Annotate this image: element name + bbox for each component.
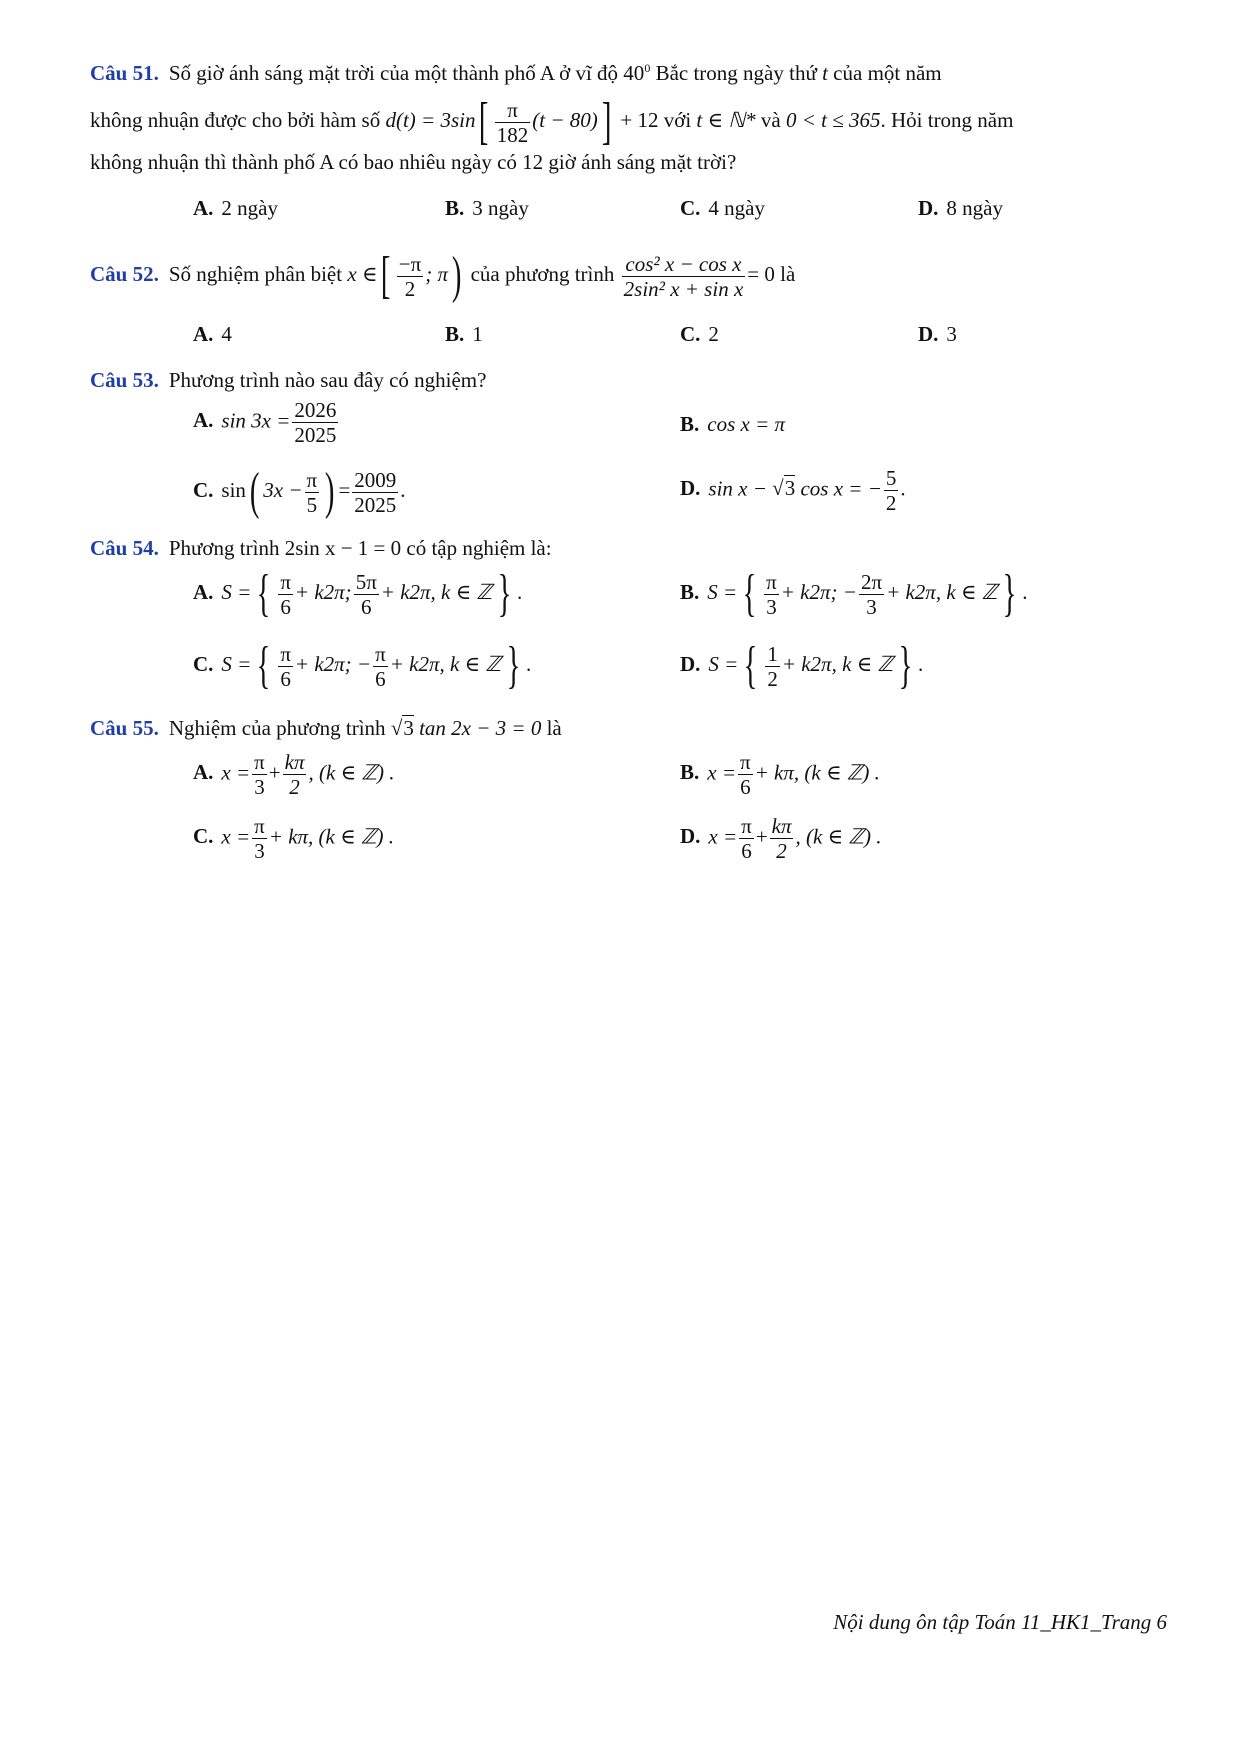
option-c: C. 4 ngày (680, 196, 765, 220)
bracket-right: ] (601, 93, 612, 150)
brace-right: } (506, 637, 521, 694)
option-b: B. 1 (445, 322, 483, 346)
denominator: 2sin² x + sin x (623, 276, 744, 301)
numerator: kπ (771, 814, 792, 838)
option-a: A. 2 ngày (193, 196, 278, 220)
fraction (859, 570, 884, 619)
option-b: B. cos x = π (680, 412, 786, 436)
paren-right: ) (325, 463, 335, 520)
brace-left: { (256, 637, 271, 694)
denominator: 182 (496, 122, 529, 147)
denominator: 2 (776, 839, 787, 863)
option-d: D. sin x − √3 cos x = − $\frac{5}{2}$ . (680, 466, 906, 515)
question-label: Câu 51. (90, 61, 159, 85)
brace-right: } (1002, 565, 1017, 622)
denominator: 5 (306, 492, 318, 517)
fraction (305, 468, 320, 517)
option-d: D. S = { $\frac{1}{2}$ + k2π, k ∈ ℤ } . (680, 637, 924, 694)
text: của một năm (827, 61, 942, 85)
numerator: 5 (885, 466, 897, 490)
denominator: 3 (254, 775, 265, 799)
option-text: 4 ngày (708, 196, 765, 220)
option-a: A. S = { $\frac{\pi}{6}$ + k2π; $\frac{5\pi}{6}$ + k2π, k ∈ ℤ } . (193, 565, 523, 622)
fraction (352, 468, 398, 517)
formula: + k2π; − (294, 651, 372, 676)
text: và (755, 107, 786, 132)
text: không nhuận được cho bởi hàm số (90, 107, 386, 132)
numerator: kπ (284, 750, 305, 774)
numerator: 2026 (294, 398, 337, 422)
option-text: 2 (708, 322, 719, 346)
denominator: 6 (280, 594, 291, 619)
numerator: 2π (860, 569, 883, 594)
denominator: 2 (289, 775, 300, 799)
formula: S = (707, 579, 738, 604)
formula: = 0 (747, 261, 775, 286)
formula: t ∈ ℕ* (696, 107, 756, 132)
formula: , (k ∈ ℤ) . (795, 824, 882, 849)
fraction (884, 466, 899, 515)
option-c: C. x = $\frac{\pi}{3}$ + kπ, (k ∈ ℤ) . (193, 814, 395, 863)
text: là (774, 261, 796, 286)
numerator: π (280, 569, 291, 594)
denominator: 2025 (294, 423, 337, 447)
fraction (283, 750, 307, 799)
text: Số giờ ánh sáng mặt trời của một thành phố A ở vĩ độ 40 (168, 61, 645, 85)
fraction (765, 642, 780, 691)
fraction (739, 814, 754, 863)
numerator: cos² x − cos x (622, 252, 746, 277)
option-c: C. 2 (680, 322, 719, 346)
question-label: Câu 52. (90, 261, 159, 286)
bracket-left: [ (479, 93, 489, 150)
numerator: π (741, 814, 752, 838)
formula: + k2π; (294, 579, 352, 604)
formula: x = (221, 760, 251, 785)
fraction (622, 252, 746, 301)
numerator: 2009 (354, 467, 397, 492)
formula: x = (708, 824, 738, 849)
formula: + k2π, k ∈ ℤ (389, 651, 501, 676)
formula: tan 2x − 3 = 0 (413, 716, 542, 740)
fraction (278, 570, 293, 619)
option-a: A. sin 3x = $\frac{2026}{2025}$ (193, 398, 337, 447)
formula: ; π (425, 261, 449, 286)
denominator: 6 (360, 594, 372, 619)
denominator: 2 (767, 666, 778, 691)
numerator: π (375, 641, 386, 666)
option-text: 2 ngày (221, 196, 278, 220)
formula: , (k ∈ ℤ) . (308, 760, 395, 785)
formula: sin (221, 477, 246, 502)
formula: sin 3x = (221, 408, 291, 433)
option-c: C. sin( 3x − $\frac{\pi}{5}$ ) = $\frac{2009}{2025}$ . (193, 463, 406, 520)
text: Bắc trong ngày thứ (650, 61, 823, 85)
text: với (658, 107, 697, 132)
denominator: 2 (885, 491, 897, 515)
text: . Hỏi trong năm (880, 107, 1014, 132)
question-51 (90, 54, 1175, 87)
formula: sin x − (708, 476, 773, 501)
numerator: −π (398, 251, 422, 276)
bracket-left: [ (381, 247, 391, 304)
question-51-line3 (90, 148, 1175, 176)
option-text: 8 ngày (946, 196, 1003, 220)
formula: S = (221, 651, 252, 676)
var-t: t (822, 61, 828, 85)
sqrt-symbol: √3 (390, 716, 414, 740)
text: Phương trình nào sau đây có nghiệm? (168, 368, 487, 392)
formula: x = (221, 824, 251, 849)
numerator: π (740, 750, 751, 774)
formula: x ∈ (347, 261, 378, 286)
fraction (373, 642, 388, 691)
option-a: A. x = $\frac{\pi}{3}$ + $\frac{k\pi}{2}$ , (k ∈ ℤ) . (193, 750, 395, 799)
fraction (738, 750, 753, 799)
option-b: B. S = { $\frac{\pi}{3}$ + k2π; − $\frac{2\pi}{3}$ + k2π, k ∈ ℤ } . (680, 565, 1028, 622)
formula: + k2π, k ∈ ℤ (886, 579, 998, 604)
question-54 (90, 534, 1175, 562)
numerator: π (280, 641, 291, 666)
brace-right: } (497, 565, 512, 622)
formula: . (900, 476, 906, 501)
text: là (541, 716, 562, 740)
brace-left: { (742, 565, 757, 622)
fraction (252, 750, 267, 799)
formula: cos x = − (795, 476, 882, 501)
denominator: 6 (375, 666, 386, 691)
numerator: π (254, 750, 265, 774)
formula: cos x = π (707, 412, 786, 436)
option-d: D. 3 (918, 322, 957, 346)
brace-left: { (743, 637, 758, 694)
formula: S = (221, 579, 252, 604)
brace-left: { (256, 565, 271, 622)
formula: + 12 (615, 107, 659, 132)
formula: + k2π, k ∈ ℤ (781, 651, 894, 676)
option-a: A. 4 (193, 322, 232, 346)
option-text: 1 (472, 322, 483, 346)
fraction (770, 814, 794, 863)
fraction (278, 642, 293, 691)
denominator: 2 (404, 276, 416, 301)
denominator: 6 (280, 666, 291, 691)
fraction (764, 570, 779, 619)
formula: = (338, 477, 351, 502)
question-label: Câu 55. (90, 716, 159, 740)
numerator: 5π (355, 569, 377, 594)
numerator: π (766, 569, 777, 594)
formula: 0 < t ≤ 365 (785, 107, 881, 132)
formula: + kπ, (k ∈ ℤ) . (268, 824, 395, 849)
denominator: 6 (741, 839, 752, 863)
radicand: 3 (784, 476, 796, 501)
fraction (495, 98, 531, 147)
denominator: 3 (866, 594, 877, 619)
text: Số nghiệm phân biệt (168, 261, 348, 286)
denominator: 3 (766, 594, 777, 619)
fraction (397, 252, 423, 301)
question-label: Câu 54. (90, 536, 159, 560)
text: không nhuận thì thành phố A có bao nhiêu ngày có 12 giờ ánh sáng mặt trời? (90, 150, 737, 174)
option-text: 3 (946, 322, 957, 346)
formula: 3x − (263, 477, 303, 502)
formula: d(t) = 3sin (385, 107, 476, 132)
option-text: 4 (221, 322, 232, 346)
formula: x = (707, 760, 737, 785)
question-52 (90, 247, 1175, 304)
radicand: 3 (403, 716, 414, 740)
formula: + k2π, k ∈ ℤ (380, 579, 493, 604)
option-b: B. x = $\frac{\pi}{6}$ + kπ, (k ∈ ℤ) . (680, 750, 880, 799)
formula: (t − 80) (532, 107, 598, 132)
denominator: 2025 (354, 492, 397, 517)
formula: + kπ, (k ∈ ℤ) . (754, 760, 880, 785)
formula: S = (708, 651, 739, 676)
numerator: π (306, 467, 318, 492)
denominator: 6 (740, 775, 751, 799)
text: của phương trình (465, 261, 620, 286)
question-label: Câu 53. (90, 368, 159, 392)
option-text: 3 ngày (472, 196, 529, 220)
option-b: B. 3 ngày (445, 196, 529, 220)
option-d: D. 8 ngày (918, 196, 1003, 220)
paren-left: ( (249, 463, 260, 520)
denominator: 3 (254, 839, 265, 863)
text: Phương trình 2sin x − 1 = 0 có tập nghiệm là: (168, 536, 552, 560)
question-53 (90, 366, 1175, 394)
fraction (292, 398, 338, 447)
fraction (252, 814, 267, 863)
formula: + k2π; − (780, 579, 857, 604)
fraction (354, 570, 379, 619)
brace-right: } (898, 637, 913, 694)
formula: . (400, 477, 406, 502)
numerator: π (495, 98, 531, 123)
sqrt-symbol: √3 (772, 476, 796, 501)
text: Nghiệm của phương trình (168, 716, 391, 740)
question-55 (90, 714, 1175, 742)
numerator: 1 (767, 641, 778, 666)
page-footer: Nội dung ôn tập Toán 11_HK1_Trang 6 (833, 1610, 1167, 1634)
question-51-line2 (90, 93, 1175, 150)
degree-sup: 0 (644, 61, 651, 75)
option-d: D. x = $\frac{\pi}{6}$ + $\frac{k\pi}{2}$ , (k ∈ ℤ) . (680, 814, 882, 863)
option-c: C. S = { $\frac{\pi}{6}$ + k2π; − $\frac{\pi}{6}$ + k2π, k ∈ ℤ } . (193, 637, 532, 694)
paren-right: ) (451, 247, 462, 304)
numerator: π (254, 814, 265, 838)
